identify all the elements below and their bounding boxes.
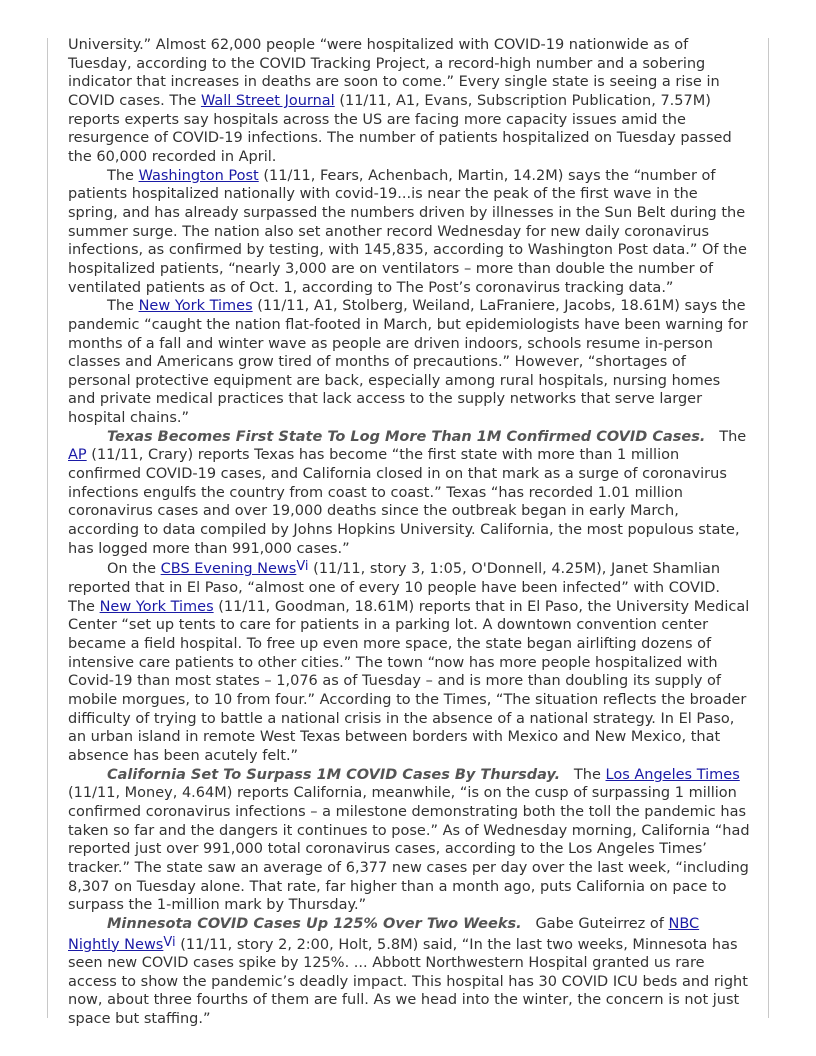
wsj-link[interactable]: Wall Street Journal (200, 92, 335, 109)
nyt-link[interactable]: New York Times (138, 298, 253, 315)
article-body (68, 36, 750, 1029)
la-times-link[interactable]: Los Angeles Times (605, 766, 740, 783)
video-icon[interactable]: Vi (296, 559, 309, 575)
washington-post-link[interactable]: Washington Post (138, 167, 259, 184)
video-icon[interactable]: Vi (163, 934, 176, 950)
right-margin-rule (768, 38, 769, 1018)
cbs-evening-news-link[interactable]: CBS Evening News (160, 561, 297, 578)
nyt-el-paso-link[interactable]: New York Times (99, 598, 214, 615)
paragraph-nyt-pandemic: The New York Times (11/11, A1, Stolberg, Weiland, LaFraniere, Jacobs, 18.61M) says the pandemic “caught the nation flat-footed in March, but epidemiologists have been warning for months of a fall and winter wave as people are driven indoors, schools resume in-person classes and Americans grow tired of months of precautions.” However, “shortages of personal protective equipment are back, especially among rural hospitals, nursing homes and private medical practices that lack access to the supply networks that serve larger hospital chains.” (68, 298, 748, 427)
paragraph-texas: Texas Becomes First State To Log More Than 1M Confirmed COVID Cases. The AP (11/11, Crary) reports Texas has become “the first state with more than 1 million confirmed COVID-19 cases, and California closed in on that mark as a surge of coronavirus infections engulfs the country from coast to coast.” Texas “has recorded 1.01 million coronavirus cases and over 19,000 deaths since the outbreak began in early March, according to data compiled by Johns Hopkins University. California, the most populous state, has logged more than 991,000 cases.” (68, 428, 751, 557)
paragraph-washington-post: The Washington Post (11/11, Fears, Achenbach, Martin, 14.2M) says the “number of patients hospitalized nationally with covid-19...is near the peak of the first wave in the spring, and has already surpassed the numbers driven by illnesses in the Sun Belt during the summer surge. The nation also set another record Wednesday for new daily coronavirus infections, as confirmed by testing, with 145,835, according to Washington Post data.” Of the hospitalized patients, “nearly 3,000 are on ventilators – more than double the number of ventilated patients as of Oct. 1, according to The Post’s coronavirus tracking data.” (68, 167, 747, 296)
left-margin-rule (47, 38, 48, 1018)
paragraph-hospitalizations: University.” Almost 62,000 people “were hospitalized with COVID-19 nationwide as of Tuesday, according to the COVID Tracking Project, a record-high number and a sobering indicator that increases in deaths are soon to come.” Every single state is seeing a rise in COVID cases. The Wall Street Journal (11/11, A1, Evans, Subscription Publication, 7.57M) reports experts say hospitals across the US are facing more capacity issues amid the resurgence of COVID-19 infections. The number of patients hospitalized on Tuesday passed the 60,000 recorded in April. (68, 37, 732, 165)
ap-link[interactable]: AP (68, 447, 87, 464)
minnesota-headline: Minnesota COVID Cases Up 125% Over Two Weeks. (107, 915, 522, 932)
paragraph-el-paso: On the CBS Evening NewsVi (11/11, story 3, 1:05, O'Donnell, 4.25M), Janet Shamlian reported that in El Paso, “almost one of every 10 people have been infected” with COVID. The New York Times (11/11, Goodman, 18.61M) reports that in El Paso, the University Medical Center “set up tents to care for patients in a parking lot. A downtown convention center became a field hospital. To free up even more space, the state began airlifting dozens of intensive care patients to other cities.” The town “now has more people hospitalized with Covid-19 than most states – 1,076 as of Tuesday – and is more than doubling its supply of mobile morgues, to 10 from four.” According to the Times, “The situation reflects the broader difficulty of trying to battle a national crisis in the absence of a national strategy. In El Paso, an urban island in remote West Texas between borders with Mexico and New Mexico, that absence has been acutely felt.” (68, 559, 750, 764)
paragraph-minnesota: Minnesota COVID Cases Up 125% Over Two Weeks. Gabe Guteirrez of NBC Nightly NewsVi (11/11, story 2, 2:00, Holt, 5.8M) said, “In the last two weeks, Minnesota has seen new COVID cases spike by 125%. ... Abbott Northwestern Hospital granted us rare access to show the pandemic’s deadly impact. This hospital has 30 COVID ICU beds and right now, about three fourths of them are full. As we head into the winter, the concern is not just space but staffing.” (68, 915, 748, 1028)
texas-headline: Texas Becomes First State To Log More Than 1M Confirmed COVID Cases. (107, 428, 706, 445)
california-headline: California Set To Surpass 1M COVID Cases By Thursday. (107, 766, 561, 783)
paragraph-california: California Set To Surpass 1M COVID Cases By Thursday. The Los Angeles Times (11/11, Money, 4.64M) reports California, meanwhile, “is on the cusp of surpassing 1 million confirmed coronavirus infections – a milestone demonstrating both the toll the pandemic has taken so far and the dangers it continues to pose.” As of Wednesday morning, California “had reported just over 991,000 total coronavirus cases, according to the Los Angeles Times’ tracker.” The state saw an average of 6,377 new cases per day over the last week, “including 8,307 on Tuesday alone. That rate, far higher than a month ago, puts California on pace to surpass the 1-million mark by Thursday.” (68, 766, 750, 914)
nbc-nightly-news-link[interactable]: NBC Nightly News (68, 915, 700, 953)
